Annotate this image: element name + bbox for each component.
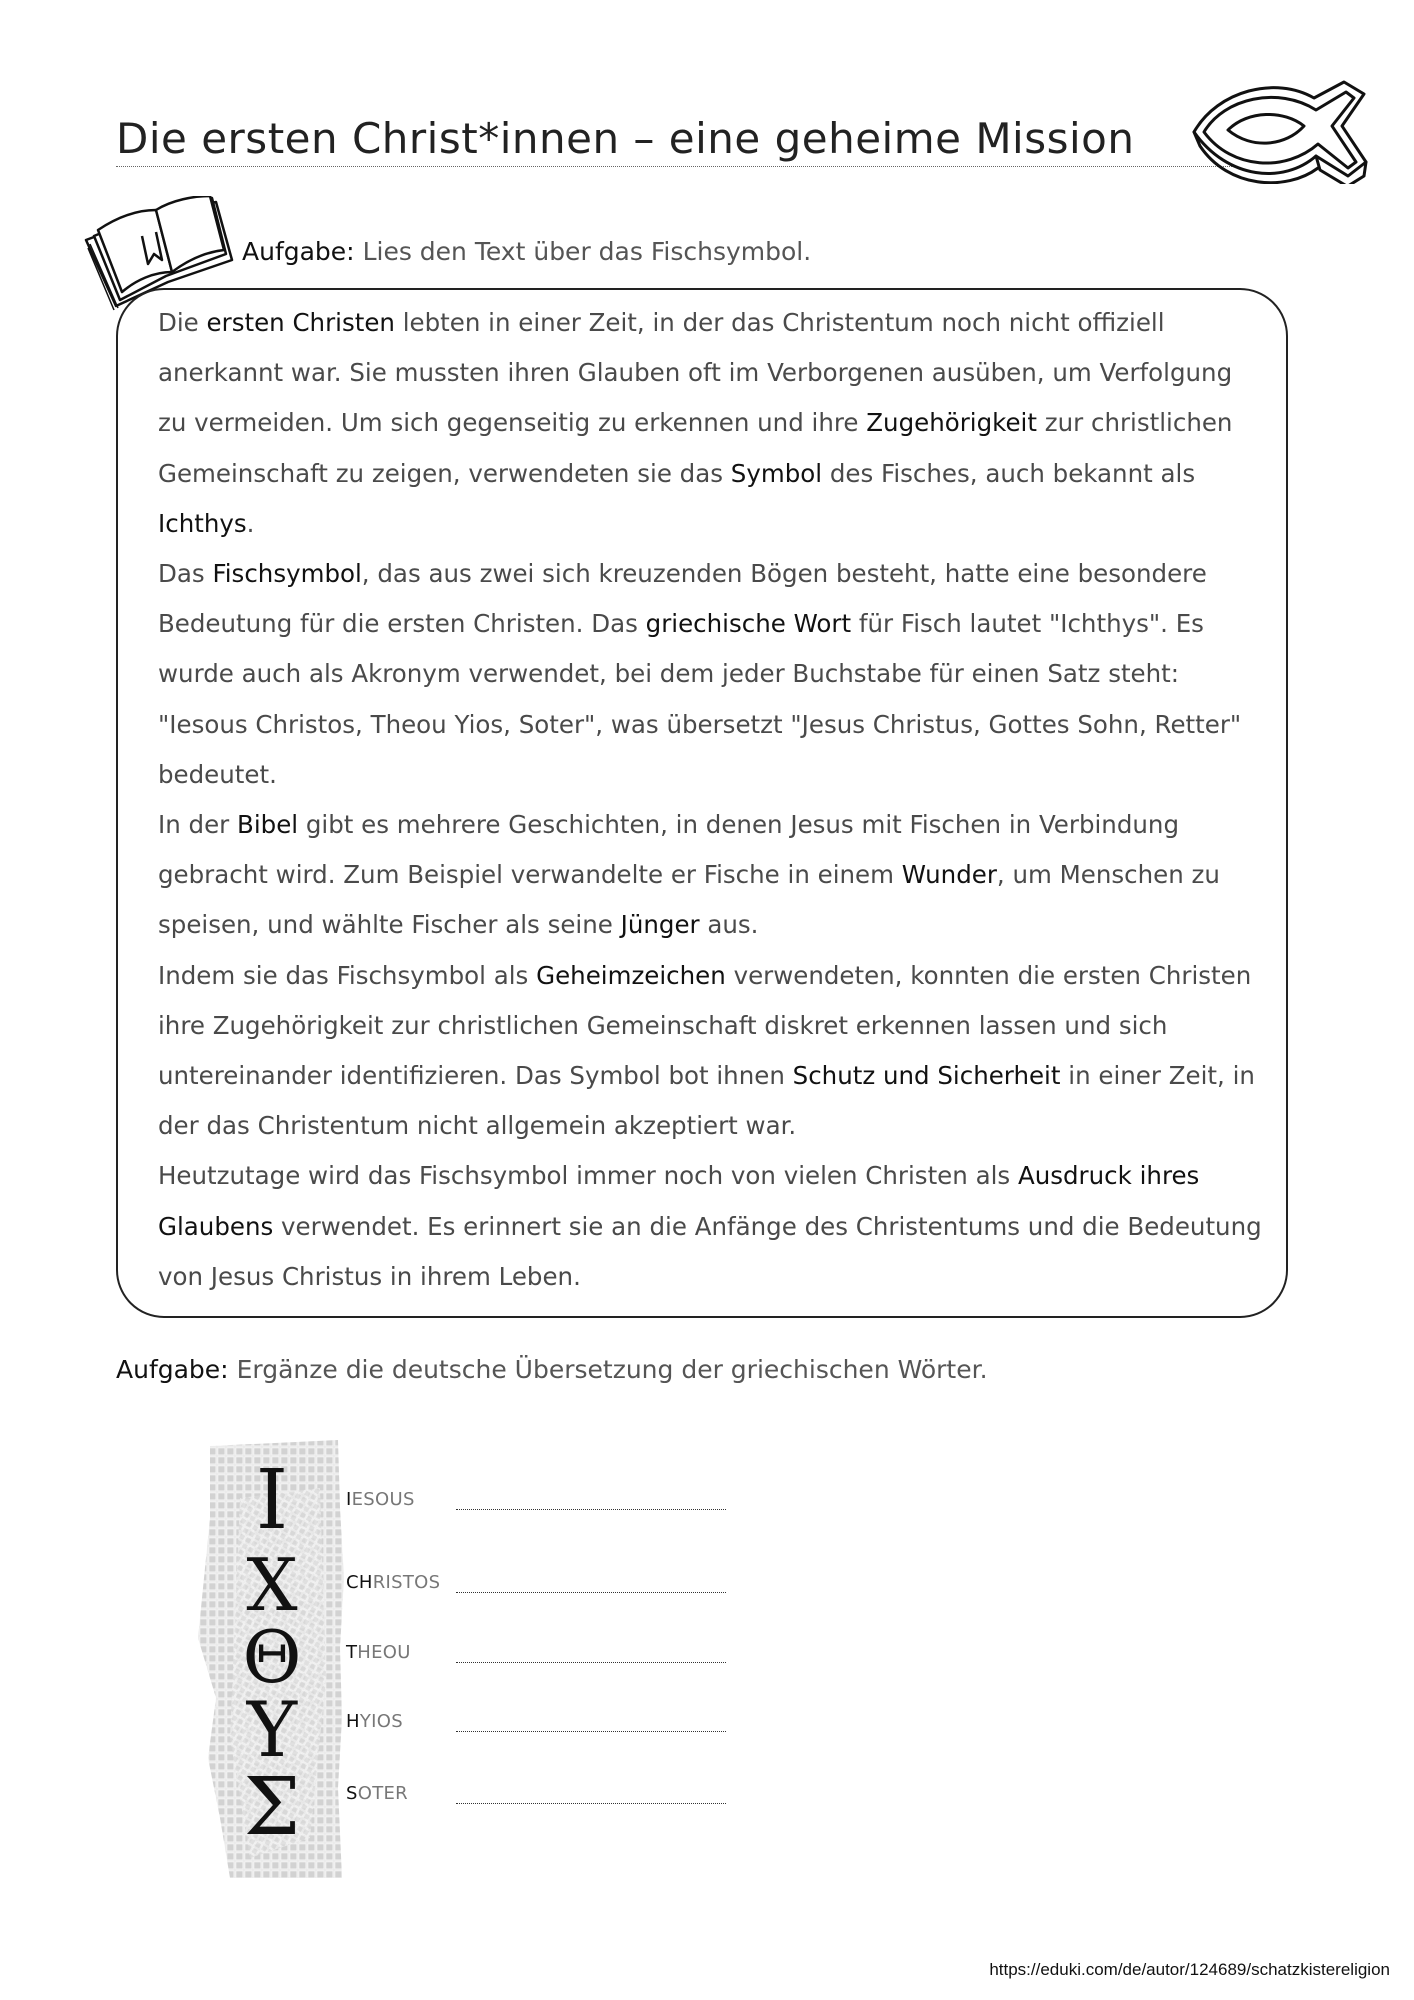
title-underline — [116, 166, 1264, 167]
task-text: Lies den Text über das Fischsymbol. — [354, 237, 812, 266]
keyword: Schutz und Sicherheit — [792, 1061, 1061, 1091]
task-translation-instruction — [116, 1355, 988, 1384]
greek-word-initial: H — [346, 1711, 360, 1732]
task-reading-instruction — [242, 237, 811, 266]
paragraph-text: lebten in einer Zeit, in der das Christentum noch nicht offiziell anerkannt war. Sie mussten ihren Glauben oft im Verborgenen ausüben, um Verfolgung zu vermeiden. Um sich gegenseitig zu erkennen und ihre — [158, 308, 1233, 438]
paragraph-text: , das aus zwei sich kreuzenden Bögen besteht, hatte eine besondere Bedeutung für die ersten Christen. Das — [158, 559, 1207, 639]
page-title: Die ersten Christ*innen – eine geheime Mission — [116, 114, 1135, 163]
translation-answer-line[interactable] — [456, 1662, 726, 1663]
paragraph-text: verwendeten, konnten die ersten Christen ihre Zugehörigkeit zur christlichen Gemeinschaft diskret erkennen lassen und sich untereinander identifizieren. Das Symbol bot ihnen — [158, 960, 1252, 1091]
translation-answer-line[interactable] — [456, 1592, 726, 1593]
mosaic-letter: Θ — [242, 1615, 302, 1699]
keyword: Zugehörigkeit — [866, 408, 1037, 438]
translation-answer-line[interactable] — [456, 1509, 726, 1510]
greek-word-initial: T — [346, 1642, 358, 1663]
translation-answer-line[interactable] — [456, 1803, 726, 1804]
greek-word — [346, 1711, 403, 1732]
paragraph-text: , um Menschen zu speisen, und wählte Fischer als seine — [158, 860, 1220, 940]
mosaic-letter: Ι — [255, 1453, 289, 1548]
keyword: Bibel — [237, 810, 299, 840]
paragraph-text: gibt es mehrere Geschichten, in denen Jesus mit Fischen in Verbindung gebracht wird. Zum Beispiel verwandelte er Fische in einem — [158, 810, 1179, 890]
mosaic-letter: Υ — [246, 1685, 298, 1774]
paragraph-text: Indem sie das Fischsymbol als — [158, 960, 537, 990]
paragraph-text: Das — [158, 559, 213, 589]
greek-word — [346, 1642, 411, 1663]
keyword: Jünger — [620, 910, 700, 940]
keyword: Geheimzeichen — [536, 960, 726, 990]
reading-paragraph — [158, 951, 1268, 1152]
greek-word — [346, 1489, 415, 1510]
keyword: Ichthys — [158, 508, 247, 538]
task-text: Ergänze die deutsche Übersetzung der griechischen Wörter. — [228, 1355, 988, 1384]
greek-word-rest: RISTOS — [372, 1572, 441, 1593]
task-label: Aufgabe: — [242, 237, 355, 266]
ichthys-fish-icon — [1188, 76, 1374, 184]
greek-word-initial: CH — [346, 1572, 373, 1593]
mosaic-letter: Χ — [246, 1543, 298, 1627]
greek-word-rest: OTER — [357, 1783, 408, 1804]
paragraph-text: Heutzutage wird das Fischsymbol immer noch von vielen Christen als — [158, 1161, 1018, 1191]
reading-paragraph — [158, 298, 1268, 549]
paragraph-text: in einer Zeit, in der das Christentum nicht allgemein akzeptiert war. — [158, 1061, 1255, 1141]
greek-word — [346, 1572, 440, 1593]
paragraph-text: verwendet. Es erinnert sie an die Anfänge des Christentums und die Bedeutung von Jesus Christus in ihrem Leben. — [158, 1211, 1262, 1291]
reading-paragraph — [158, 1151, 1268, 1302]
paragraph-text: zur christlichen Gemeinschaft zu zeigen, verwendeten sie das — [158, 408, 1233, 488]
greek-word-rest: YIOS — [359, 1711, 403, 1732]
task-label: Aufgabe: — [116, 1355, 229, 1384]
greek-word-rest: ESOUS — [351, 1489, 415, 1510]
keyword: Ausdruck ihres Glaubens — [158, 1161, 1200, 1241]
ichthys-mosaic-image — [190, 1438, 346, 1878]
greek-word-initial: S — [346, 1783, 358, 1804]
greek-word-rest: HEOU — [357, 1642, 411, 1663]
reading-text — [158, 298, 1268, 1302]
paragraph-text: In der — [158, 810, 238, 840]
reading-paragraph — [158, 800, 1268, 951]
paragraph-text: Die — [158, 308, 207, 337]
mosaic-letter: Σ — [243, 1760, 301, 1853]
paragraph-text: des Fisches, auch bekannt als — [822, 458, 1196, 488]
paragraph-text: aus. — [699, 910, 759, 940]
greek-word — [346, 1783, 408, 1804]
keyword: Symbol — [730, 458, 823, 488]
keyword: griechische Wort — [645, 609, 852, 639]
footer-source-url[interactable]: https://eduki.com/de/autor/124689/schatzkistereligion — [989, 1960, 1390, 1979]
keyword: Wunder — [901, 860, 997, 890]
keyword: Fischsymbol — [212, 559, 362, 589]
paragraph-text: . — [246, 508, 255, 538]
paragraph-text: für Fisch lautet "Ichthys". Es wurde auch als Akronym verwendet, bei dem jeder Buchstabe für einen Satz steht: "Iesous Christos, Theou Yios, Soter", was übersetzt "Jesus Christus, Gottes Sohn, Retter" bedeutet. — [158, 609, 1242, 789]
reading-paragraph — [158, 549, 1268, 800]
keyword: ersten Christen — [206, 308, 395, 337]
translation-answer-line[interactable] — [456, 1731, 726, 1732]
greek-word-initial: I — [346, 1489, 352, 1510]
